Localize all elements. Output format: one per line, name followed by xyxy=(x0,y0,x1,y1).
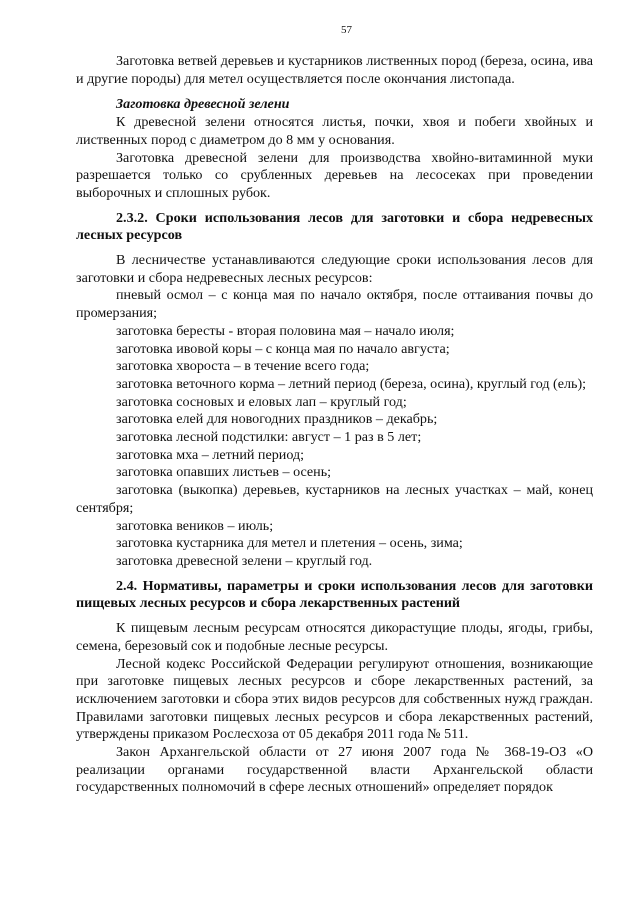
paragraph: пневый осмол – с конца мая по начало октября, после оттаивания почвы до промерзания; xyxy=(76,287,593,322)
paragraph: заготовка веточного корма – летний период (береза, осина), круглый год (ель); xyxy=(116,375,587,392)
paragraph: В лесничестве устанавливаются следующие сроки использования лесов для заготовки и сбора недревесных лесных ресурсов: xyxy=(76,252,593,286)
paragraph: К пищевым лесным ресурсам относятся дикорастущие плоды, ягоды, грибы, семена, березовый сок и подобные лесные ресурсы. xyxy=(76,620,593,654)
document-body xyxy=(76,53,593,797)
paragraph: заготовка бересты - вторая половина мая – начало июля; xyxy=(116,322,455,339)
paragraph: заготовка ивовой коры – с конца мая по начало августа; xyxy=(116,340,450,357)
paragraph: заготовка елей для новогодних праздников – декабрь; xyxy=(116,411,438,428)
paragraph: заготовка мха – летний период; xyxy=(116,446,305,463)
section-heading: 2.4. Нормативы, параметры и сроки использования лесов для заготовки пищевых лесных ресурсов и сбора лекарственных растений xyxy=(76,577,593,612)
page-number: 57 xyxy=(341,24,352,36)
subsection-heading: Заготовка древесной зелени xyxy=(116,96,290,113)
paragraph: заготовка кустарника для метел и плетения – осень, зима; xyxy=(116,535,463,552)
paragraph: Закон Архангельской области от 27 июня 2007 года № 368-19-ОЗ «О реализации органами государственной власти Архангельской области государственных полномочий в сфере лесных отношений» определяет порядок xyxy=(76,744,593,796)
paragraph: Заготовка ветвей деревьев и кустарников лиственных пород (береза, осина, ива и другие породы) для метел осуществляется после окончания листопада. xyxy=(76,53,593,87)
paragraph: заготовка веников – июль; xyxy=(116,517,274,534)
paragraph: заготовка сосновых и еловых лап – круглый год; xyxy=(116,393,407,410)
paragraph: заготовка древесной зелени – круглый год. xyxy=(116,552,373,569)
paragraph: заготовка (выкопка) деревьев, кустарников на лесных участках – май, конец сентября; xyxy=(76,482,593,516)
section-heading: 2.3.2. Сроки использования лесов для заготовки и сбора недревесных лесных ресурсов xyxy=(76,209,593,244)
paragraph: заготовка хвороста – в течение всего года; xyxy=(116,358,370,375)
paragraph: заготовка опавших листьев – осень; xyxy=(116,464,332,481)
paragraph: Лесной кодекс Российской Федерации регулируют отношения, возникающие при заготовке пищевых лесных ресурсов и сборе лекарственных растений, за исключением заготовки и сбора этих видов ресурсов для собственных нужд граждан. Правилами заготовки пищевых лесных ресурсов и сбора лекарственных растений, утверждены приказом Рослесхоза от 05 декабря 2011 года № 511. xyxy=(76,655,593,743)
document-page xyxy=(76,24,593,797)
paragraph: К древесной зелени относятся листья, почки, хвоя и побеги хвойных и лиственных пород с диаметром до 8 мм у основания. xyxy=(76,114,593,148)
paragraph: заготовка лесной подстилки: август – 1 раз в 5 лет; xyxy=(116,429,422,446)
paragraph: Заготовка древесной зелени для производства хвойно-витаминной муки разрешается только со срубленных деревьев на лесосеках при проведении выборочных и сплошных рубок. xyxy=(76,149,593,201)
